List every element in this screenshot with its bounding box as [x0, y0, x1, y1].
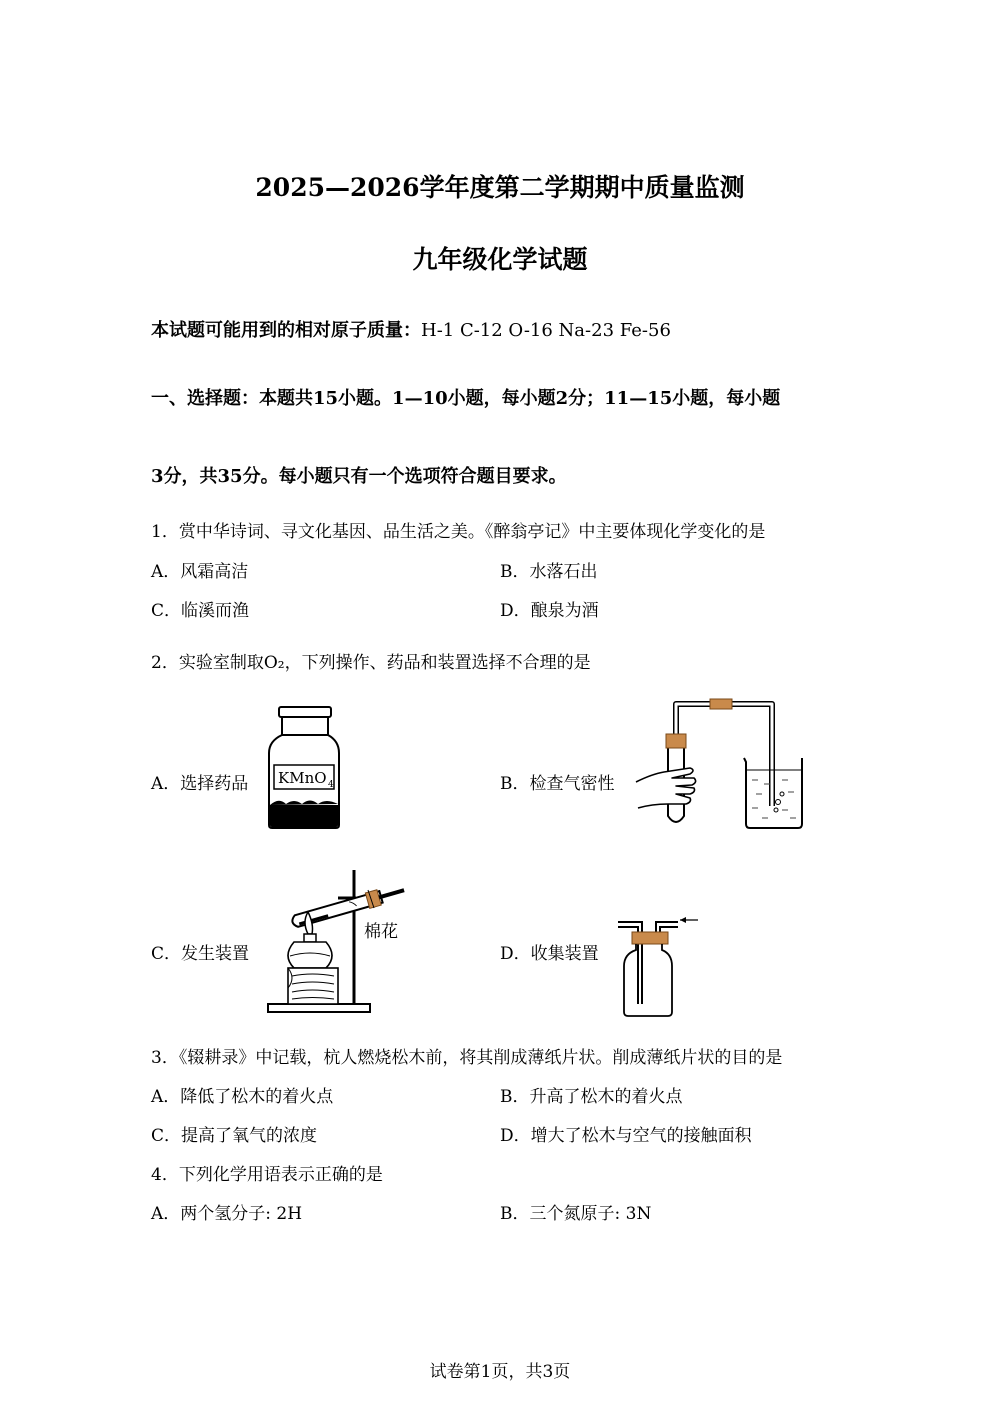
cotton-label: 棉花	[364, 922, 398, 942]
atomic-mass-line	[151, 316, 671, 342]
question-1-option-b: B．水落石出	[500, 562, 598, 582]
atomic-mass-label: 本试题可能用到的相对原子质量：	[151, 320, 421, 341]
question-4-stem: 4．下列化学用语表示正确的是	[151, 1165, 383, 1185]
question-3-stem: 3．《辍耕录》中记载，杭人燃烧松木前，将其削成薄纸片状。削成薄纸片状的目的是	[151, 1048, 783, 1068]
question-1-option-c: C．临溪而渔	[151, 601, 250, 621]
reagent-bottle-figure	[264, 705, 344, 830]
reagent-label-subscript: 4	[328, 780, 334, 790]
question-2-option-c: C．发生装置	[151, 944, 250, 964]
exam-title: 2025—2026学年度第二学期期中质量监测	[255, 173, 745, 202]
question-1-stem: 1．赏中华诗词、寻文化基因、品生活之美。《醉翁亭记》中主要体现化学变化的是	[151, 522, 766, 542]
reagent-label: KMnO	[278, 769, 327, 787]
question-4-option-a: A．两个氢分子: 2H	[151, 1204, 303, 1224]
exam-subtitle: 九年级化学试题	[412, 245, 588, 274]
question-1-option-d: D．酿泉为酒	[500, 601, 599, 621]
question-3-option-c: C．提高了氧气的浓度	[151, 1126, 318, 1146]
question-3-option-d: D．增大了松木与空气的接触面积	[500, 1126, 752, 1146]
question-3-option-b: B．升高了松木的着火点	[500, 1087, 683, 1107]
question-2-option-d: D．收集装置	[500, 944, 599, 964]
question-2-option-b: B．检查气密性	[500, 774, 615, 794]
gas-generation-apparatus-figure	[266, 868, 416, 1016]
section1-instruction-line1: 一、选择题：本题共15小题。1—10小题，每小题2分；11—15小题，每小题	[151, 388, 781, 409]
page-footer: 试卷第1页，共3页	[429, 1362, 571, 1382]
question-3-option-a: A．降低了松木的着火点	[151, 1087, 334, 1107]
gas-collection-bottle-figure	[616, 914, 700, 1018]
question-2-option-a: A．选择药品	[151, 774, 249, 794]
question-4-option-b: B．三个氮原子: 3N	[500, 1204, 652, 1224]
question-2-stem: 2．实验室制取O₂，下列操作、药品和装置选择不合理的是	[151, 653, 591, 673]
section1-instruction-line2: 3分，共35分。每小题只有一个选项符合题目要求。	[151, 466, 567, 487]
question-1-option-a: A．风霜高洁	[151, 562, 249, 582]
atomic-mass-values: H-1 C-12 O-16 Na-23 Fe-56	[421, 320, 671, 341]
airtightness-check-figure	[632, 698, 807, 833]
